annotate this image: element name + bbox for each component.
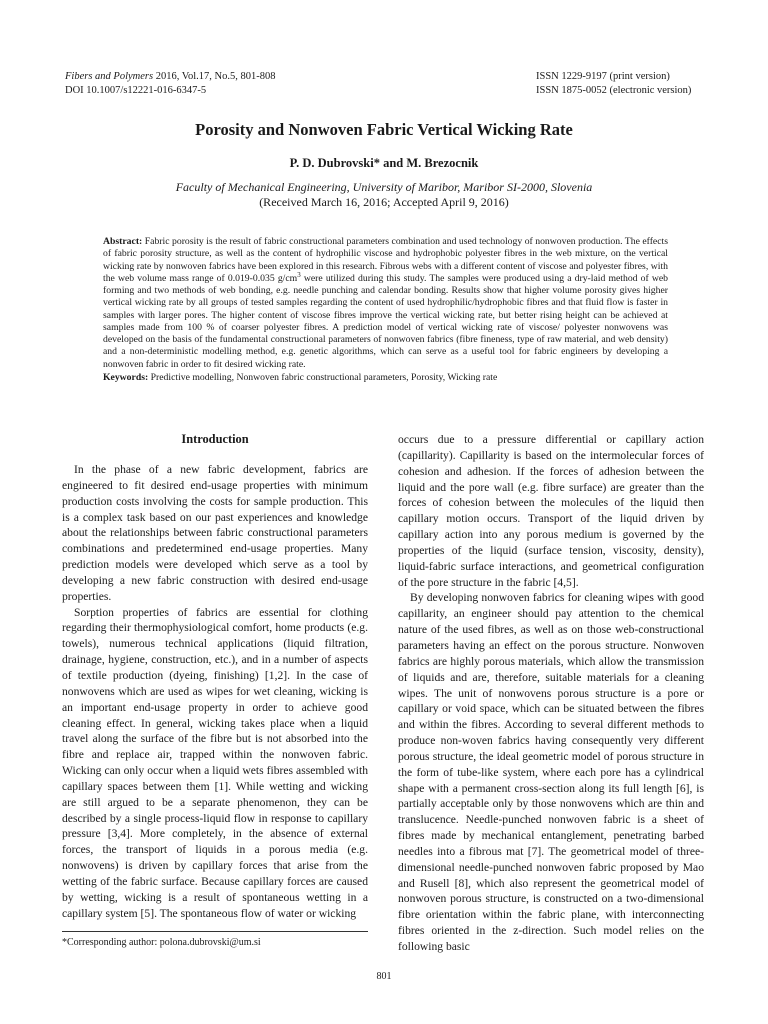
footnote-divider xyxy=(62,931,368,932)
journal-citation xyxy=(65,70,276,84)
paragraph: Sorption properties of fabrics are essential for clothing regarding their thermophysiological comfort, home products (e.g. towels), numerous technical applications (liquid filtration, drainage, hygiene, construction, etc.), and in a number of aspects of textile production (dyeing, finishing) [1,2]. In the case of nonwovens which are used as wipes for wet cleaning, wicking is an important end-usage property in order to achieve good cleaning effect. In general, wicking takes place when a liquid travel along the surface of the fibre but is not absorbed into the fibre and replace air, trapped within the nonwoven fabric. Wicking can only occur when a liquid wets fibres assembled with capillary spaces between them [1]. While wetting and wicking are still argued to be a separate phenomenon, they can be described by a single process-liquid flow in response to capillary pressure [3,4]. More completely, in the absence of external forces, the transport of liquids in a porous media (e.g. nonwovens) is driven by capillary forces that arise from the wetting of the fabric surface. Because capillary forces are caused by wetting, wicking is a result of spontaneous wetting in a capillary system [5]. The spontaneous flow of water or wicking xyxy=(62,605,368,920)
doi: DOI 10.1007/s12221-016-6347-5 xyxy=(65,85,207,96)
authors: P. D. Dubrovski* and M. Brezocnik xyxy=(289,156,479,170)
footnote: *Corresponding author: polona.dubrovski@um.si xyxy=(62,937,261,948)
abstract xyxy=(103,236,668,371)
paper-title: Porosity and Nonwoven Fabric Vertical Wicking Rate xyxy=(195,120,573,139)
paragraph: In the phase of a new fabric development, fabrics are engineered to fit desired end-usage properties with minimum production costs involving the costs for sample production. This is a complex task based on our past experiences and knowledge about the relationships between fabric constructional parameters combinations and predetermined end-usage properties. Many prediction models were developed which serve as a tool by developing a new fabric construction with desired end-usage properties. xyxy=(62,463,368,603)
left-column xyxy=(62,432,368,921)
abstract-text-cont: were utilized during this study. The samples were produced using a dry-laid method of web forming and two methods of web bonding, e.g. needle punching and calendar bonding. Results show that higher volume porosity gives higher vertical wicking rate by all groups of tested samples regarding the content of used hydrophilic/hydrophobic fibres and that fluid flow is faster in samples with larger pores. The higher content of viscose fibres improve the vertical wicking rate, but better rising height can be achieved at samples made from 100 % of coarser polyester fibres. A prediction model of vertical wicking rate of viscose/ polyester nonwovens was developed on the basis of the fundamental constructional parameters of nonwoven fabrics (fibre fineness, type of raw material, and web density) and a non-deterministic modelling method, e.g. genetic algorithms, which can serve as a useful tool for fabric engineers by developing a nonwoven fabric in order to fit desired wicking rate. xyxy=(103,272,669,370)
keywords-text: Predictive modelling, Nonwoven fabric constructional parameters, Porosity, Wicking rate xyxy=(148,372,498,383)
journal-header xyxy=(65,70,276,98)
abstract-label: Abstract: xyxy=(103,236,143,247)
paragraph: occurs due to a pressure differential or capillary action (capillarity). Capillarity is based on the intermolecular forces of cohesion and adhesion. If the forces of adhesion between the liquid and the pore wall (e.g. fibre surface) are greater than the forces of cohesion between the molecules of the liquid then capillary motion occurs. Transport of the liquid driven by capillary action into any porous medium is governed by the properties of the liquid (surface tension, viscosity, density), liquid-fabric surface interactions, and geometrical configuration of the pore structure in the fabric [4,5]. xyxy=(398,433,704,589)
keywords-label: Keywords: xyxy=(103,372,149,383)
journal-name: Fibers and Polymers xyxy=(65,71,154,82)
abstract-text: Fabric porosity is the result of fabric constructional parameters combination and used technology of nonwoven production. The effects of fabric porosity structure, as well as the content of hydrophilic viscose and hydrophobic polyester fibres in the web mixture, on the vertical wicking rate by nonwoven fabrics have been explored in this research. Fibrous webs with a different content of viscose and polyester fibres, with the web volume mass range of 0.019-0.035 g/cm xyxy=(103,236,668,284)
issn-header xyxy=(536,70,691,98)
journal-volume: 2016, Vol.17, No.5, 801-808 xyxy=(153,71,276,82)
keywords xyxy=(103,372,668,384)
section-heading-introduction: Introduction xyxy=(181,432,249,446)
page-number: 801 xyxy=(376,971,392,982)
paragraph: By developing nonwoven fabrics for cleaning wipes with good capillarity, an engineer should pay attention to the chemical nature of the used fibres, as well as on those web-constructional parameters having an effect on the porous structure. Nonwoven fabrics are highly porous materials, which allow the transmission of liquids and are, therefore, suitable materials for a cleaning wipes. The unit of nonwovens porous structure is a pore or capillary or void space, which can be situated between the fibres and within the fibres. According to several different methods to produce non-woven fabrics having consequently very different porous structure, the ideal geometric model of porous structure in the form of tube-like system, where each pore has a cylindrical shape with a permanent cross-section along its full length [6], is partially acceptable only by those nonwovens which are thin and translucence. Needle-punched nonwoven fabric is a sheet of fibres made by mechanical entanglement, penetrating barbed needles into a fibrous mat [7]. The geometrical model of three-dimensional needle-punched nonwoven fabric proposed by Mao and Rusell [8], which also represent the geometrical model of nonwoven porous structure, is constructed on a two-dimensional fibre orientation within the fabric plane, with interconnecting fibres oriented in the z-direction. Such model relies on the following basic xyxy=(398,591,704,953)
superscript-3: 3 xyxy=(297,270,301,279)
affiliation: Faculty of Mechanical Engineering, University of Maribor, Maribor SI-2000, Slovenia xyxy=(175,180,593,194)
issn-electronic: ISSN 1875-0052 (electronic version) xyxy=(536,85,692,96)
right-column xyxy=(398,432,704,955)
received-date: (Received March 16, 2016; Accepted April 9, 2016) xyxy=(259,195,509,209)
issn-print: ISSN 1229-9197 (print version) xyxy=(536,71,670,82)
